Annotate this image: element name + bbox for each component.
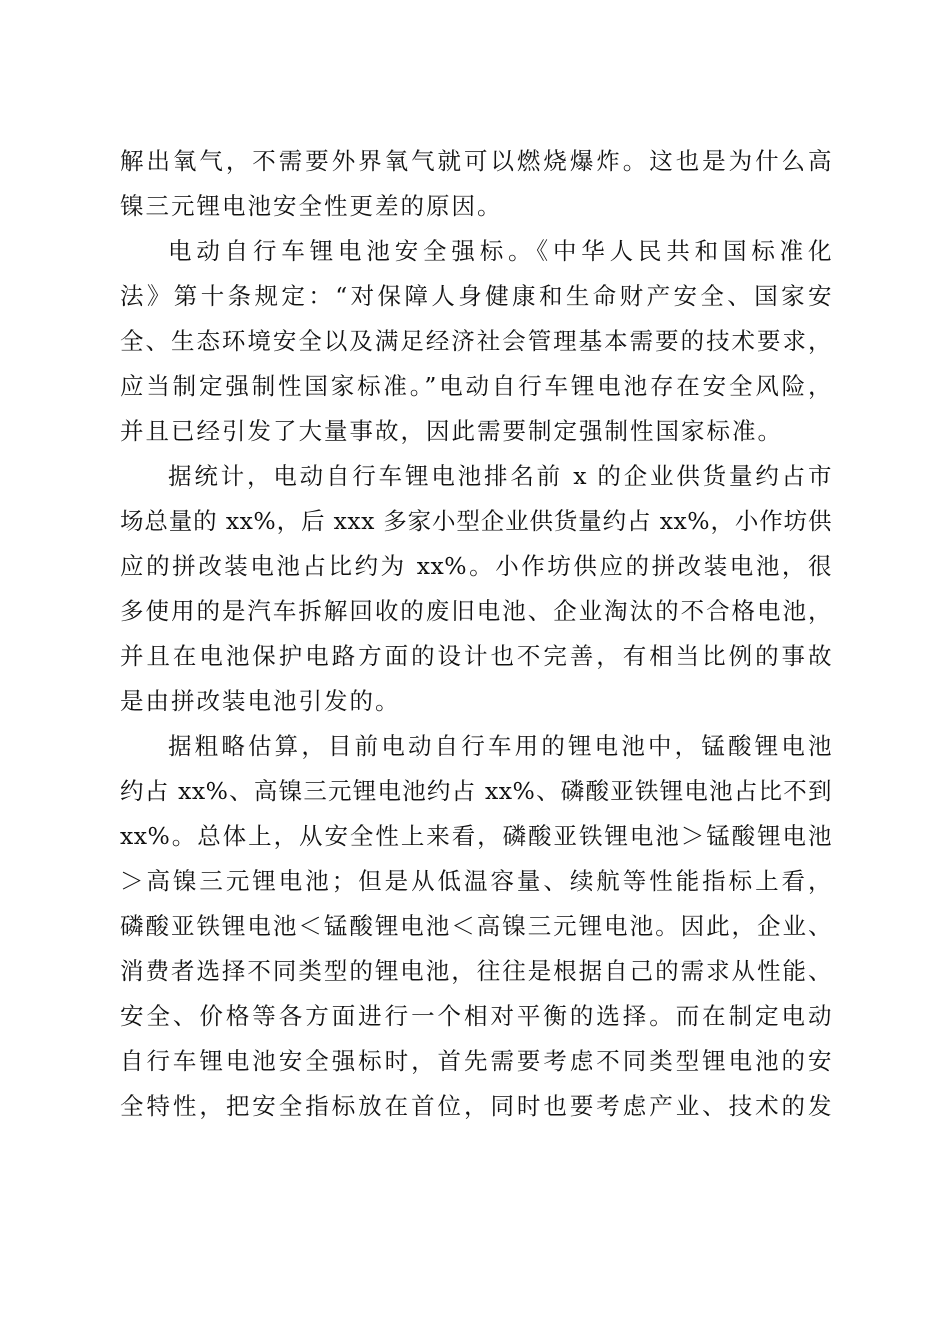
paragraph <box>120 454 832 724</box>
paragraph <box>120 724 832 1129</box>
text-line: 全特性，把安全指标放在首位，同时也要考虑产业、技术的发 <box>120 1092 832 1120</box>
text-line: 自行车锂电池安全强标时，首先需要考虑不同类型锂电池的安 <box>120 1047 832 1075</box>
paragraph <box>120 139 832 229</box>
text-line: 应的拼改装电池占比约为 xx%。小作坊供应的拼改装电池，很 <box>120 552 832 580</box>
text-line: 消费者选择不同类型的锂电池，往往是根据自己的需求从性能、 <box>120 957 832 985</box>
text-line: 镍三元锂电池安全性更差的原因。 <box>120 192 503 220</box>
text-line: 解出氧气，不需要外界氧气就可以燃烧爆炸。这也是为什么高 <box>120 147 832 175</box>
text-line: 据粗略估算，目前电动自行车用的锂电池中，锰酸锂电池 <box>168 732 832 760</box>
text-line: 安全、价格等各方面进行一个相对平衡的选择。而在制定电动 <box>120 1002 832 1030</box>
text-line: 应当制定强制性国家标准。”电动自行车锂电池存在安全风险， <box>120 372 832 400</box>
text-line: 据统计，电动自行车锂电池排名前 x 的企业供货量约占市 <box>168 462 832 490</box>
text-line: 多使用的是汽车拆解回收的废旧电池、企业淘汰的不合格电池， <box>120 597 832 625</box>
document-page <box>120 139 832 1129</box>
text-line: ＞高镍三元锂电池；但是从低温容量、续航等性能指标上看， <box>120 867 832 895</box>
text-line: 约占 xx%、高镍三元锂电池约占 xx%、磷酸亚铁锂电池占比不到 <box>120 777 832 805</box>
text-line: 并且已经引发了大量事故，因此需要制定强制性国家标准。 <box>120 417 783 445</box>
paragraph <box>120 229 832 454</box>
text-line: 并且在电池保护电路方面的设计也不完善，有相当比例的事故 <box>120 642 832 670</box>
text-line: 电动自行车锂电池安全强标。《中华人民共和国标准化 <box>168 237 832 265</box>
text-line: xx%。总体上，从安全性上来看，磷酸亚铁锂电池＞锰酸锂电池 <box>120 822 832 850</box>
text-line: 是由拼改装电池引发的。 <box>120 687 401 715</box>
text-line: 磷酸亚铁锂电池＜锰酸锂电池＜高镍三元锂电池。因此，企业、 <box>120 912 832 940</box>
text-line: 全、生态环境安全以及满足经济社会管理基本需要的技术要求， <box>120 327 832 355</box>
text-line: 场总量的 xx%，后 xxx 多家小型企业供货量约占 xx%，小作坊供 <box>120 507 832 535</box>
text-line: 法》第十条规定：“对保障人身健康和生命财产安全、国家安 <box>120 282 832 310</box>
